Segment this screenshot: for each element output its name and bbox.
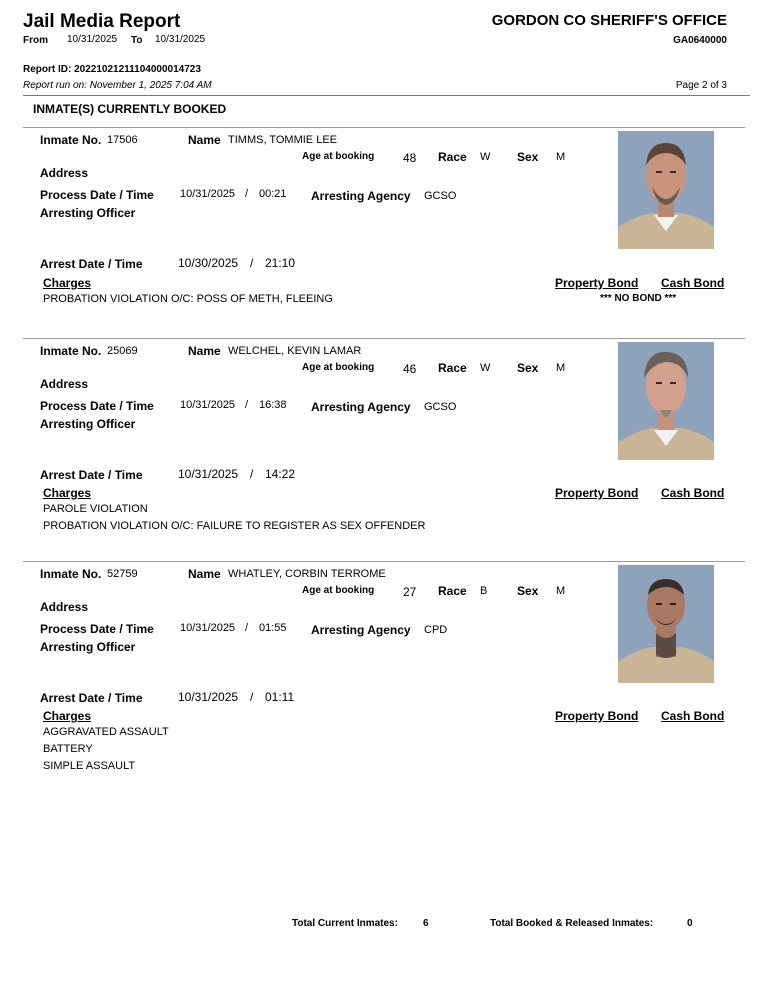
charge-item: BATTERY	[43, 743, 93, 755]
charge-item: AGGRAVATED ASSAULT	[43, 726, 169, 738]
arresting-agency-label: Arresting Agency	[311, 623, 411, 637]
charge-item: PAROLE VIOLATION	[43, 503, 148, 515]
name-label: Name	[188, 133, 221, 147]
property-bond-label: Property Bond	[555, 709, 639, 723]
agency-code: GA0640000	[673, 35, 727, 46]
inmate-name: WHATLEY, CORBIN TERROME	[228, 568, 386, 580]
arrest-slash: /	[250, 467, 254, 481]
charges-label: Charges	[43, 276, 92, 290]
inmate-mugshot	[618, 131, 714, 249]
name-label: Name	[188, 344, 221, 358]
cash-bond-label: Cash Bond	[661, 276, 725, 290]
age-label: Age at booking	[302, 151, 375, 162]
property-bond-label: Property Bond	[555, 486, 639, 500]
cash-bond-label: Cash Bond	[661, 486, 725, 500]
inmate-no-label: Inmate No.	[40, 344, 102, 358]
arresting-agency-label: Arresting Agency	[311, 400, 411, 414]
race-label: Race	[438, 584, 467, 598]
race-value: B	[480, 585, 488, 597]
inmate-mugshot	[618, 342, 714, 460]
from-label: From	[23, 35, 48, 46]
process-date-value: 10/31/2025	[180, 399, 236, 411]
age-value: 27	[403, 585, 417, 599]
sex-label: Sex	[517, 150, 539, 164]
process-date-value: 10/31/2025	[180, 622, 236, 634]
arresting-officer-label: Arresting Officer	[40, 206, 136, 220]
charge-item: PROBATION VIOLATION O/C: FAILURE TO REGISTER AS SEX OFFENDER	[43, 520, 426, 532]
charges-list	[43, 501, 425, 535]
report-id: Report ID: 20221021211104000014723	[23, 64, 201, 75]
sex-label: Sex	[517, 361, 539, 375]
inmate-no-label: Inmate No.	[40, 567, 102, 581]
charges-list	[43, 291, 333, 308]
process-slash: /	[245, 399, 249, 411]
sex-label: Sex	[517, 584, 539, 598]
process-date-value: 10/31/2025	[180, 188, 236, 200]
arrest-date-value: 10/30/2025	[178, 256, 239, 270]
arrest-slash: /	[250, 690, 254, 704]
arrest-date-label: Arrest Date / Time	[40, 468, 143, 482]
arrest-time-value: 14:22	[265, 467, 296, 481]
arrest-date-value: 10/31/2025	[178, 690, 239, 704]
age-value: 48	[403, 151, 417, 165]
total-booked-released-value: 0	[687, 918, 693, 929]
charges-label: Charges	[43, 486, 92, 500]
age-label: Age at booking	[302, 585, 375, 596]
sex-value: M	[556, 585, 566, 597]
bond-note: *** NO BOND ***	[600, 293, 677, 304]
arresting-agency-value: CPD	[424, 624, 448, 636]
inmate-mugshot	[618, 565, 714, 683]
sex-value: M	[556, 151, 566, 163]
arrest-slash: /	[250, 256, 254, 270]
from-date: 10/31/2025	[67, 34, 118, 45]
header-divider	[23, 95, 750, 96]
process-time-value: 01:55	[259, 622, 287, 634]
property-bond-label: Property Bond	[555, 276, 639, 290]
process-time-value: 16:38	[259, 399, 287, 411]
arresting-officer-label: Arresting Officer	[40, 640, 136, 654]
page-number: Page 2 of 3	[675, 80, 727, 91]
section-title: INMATE(S) CURRENTLY BOOKED	[33, 102, 227, 116]
arresting-agency-value: GCSO	[424, 401, 457, 413]
inmate-name: WELCHEL, KEVIN LAMAR	[228, 345, 362, 357]
charge-item: SIMPLE ASSAULT	[43, 760, 136, 772]
process-slash: /	[245, 622, 249, 634]
record-divider	[23, 561, 745, 562]
name-label: Name	[188, 567, 221, 581]
arresting-agency-label: Arresting Agency	[311, 189, 411, 203]
inmate-no-value: 52759	[107, 568, 138, 580]
total-current-label: Total Current Inmates:	[292, 918, 398, 929]
age-label: Age at booking	[302, 362, 375, 373]
race-label: Race	[438, 361, 467, 375]
report-run-on: Report run on: November 1, 2025 7:04 AM	[23, 80, 212, 91]
address-label: Address	[40, 166, 89, 180]
process-date-label: Process Date / Time	[40, 188, 154, 202]
inmate-no-value: 25069	[107, 345, 138, 357]
race-label: Race	[438, 150, 467, 164]
arresting-officer-label: Arresting Officer	[40, 417, 136, 431]
process-date-label: Process Date / Time	[40, 399, 154, 413]
section-divider	[23, 127, 745, 128]
charge-item: PROBATION VIOLATION O/C: POSS OF METH, FLEEING	[43, 293, 333, 305]
charges-label: Charges	[43, 709, 92, 723]
race-value: W	[480, 362, 491, 374]
inmate-no-label: Inmate No.	[40, 133, 102, 147]
arrest-date-label: Arrest Date / Time	[40, 691, 143, 705]
age-value: 46	[403, 362, 417, 376]
arrest-date-value: 10/31/2025	[178, 467, 239, 481]
process-slash: /	[245, 188, 249, 200]
agency-name: GORDON CO SHERIFF'S OFFICE	[491, 12, 727, 29]
record-divider	[23, 338, 745, 339]
process-time-value: 00:21	[259, 188, 287, 200]
charges-list	[43, 724, 169, 775]
total-booked-released-label: Total Booked & Released Inmates:	[490, 918, 654, 929]
process-date-label: Process Date / Time	[40, 622, 154, 636]
arresting-agency-value: GCSO	[424, 190, 457, 202]
arrest-time-value: 21:10	[265, 256, 296, 270]
inmate-no-value: 17506	[107, 134, 138, 146]
address-label: Address	[40, 600, 89, 614]
to-date: 10/31/2025	[155, 34, 206, 45]
arrest-time-value: 01:11	[265, 690, 295, 704]
address-label: Address	[40, 377, 89, 391]
inmate-name: TIMMS, TOMMIE LEE	[228, 134, 337, 146]
cash-bond-label: Cash Bond	[661, 709, 725, 723]
report-title: Jail Media Report	[23, 11, 181, 32]
to-label: To	[131, 35, 143, 46]
race-value: W	[480, 151, 491, 163]
sex-value: M	[556, 362, 566, 374]
total-current-value: 6	[423, 918, 429, 929]
arrest-date-label: Arrest Date / Time	[40, 257, 143, 271]
